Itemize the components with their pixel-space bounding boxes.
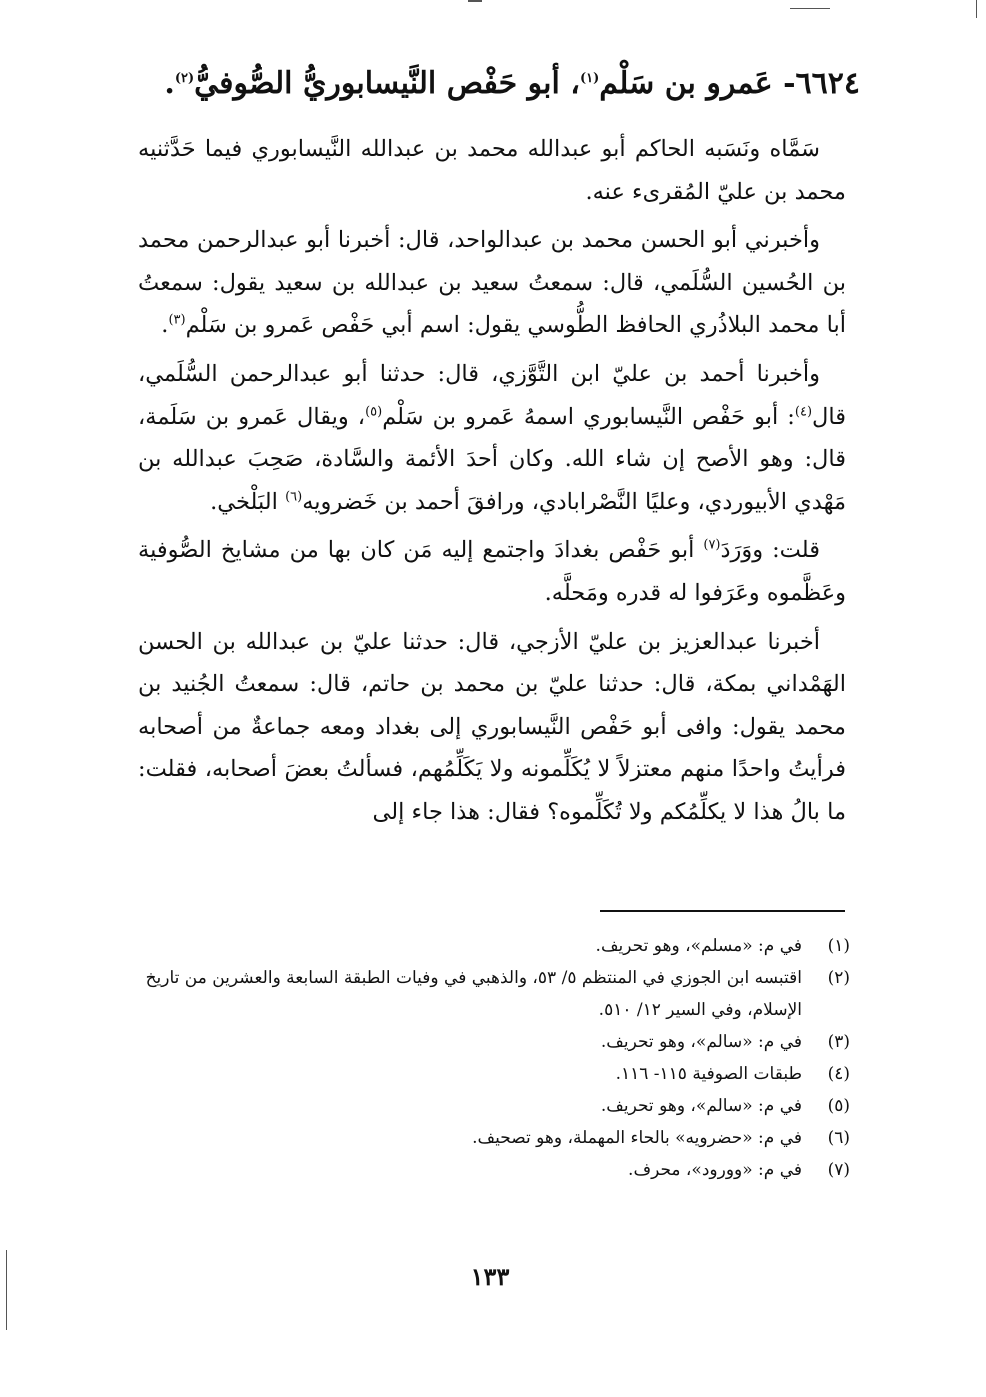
- footnote-item: [136, 1090, 850, 1122]
- entry-number: ٦٦٢٤-: [772, 66, 860, 101]
- paragraph-2: [138, 219, 846, 347]
- paragraph-5-text: أخبرنا عبدالعزيز بن عليّ الأزجي، قال: حدثنا عليّ بن عبدالله بن الحسن الهَمْداني بمكة، قال: حدثنا عليّ بن محمد بن حاتم، قال: سمعتُ الجُنيد بن محمد يقول: وافى أبو حَفْص النَّيسابوري إلى بغداد ومعه جماعةٌ من أصحابه فرأيتُ واحدًا منهم معتزلاً لا يُكَلِّمونه ولا يَكَلِّمُهم، فسألتُ بعضَ أصحابه، فقلت: ما بالُ هذا لا يكلِّمُكم ولا تُكَلِّموه؟ فقال: هذا جاء إلى: [138, 628, 846, 825]
- body-text: [138, 128, 846, 840]
- paragraph-1: [138, 128, 846, 213]
- footnote-text: في م: «سالم»، وهو تحريف.: [600, 1096, 802, 1116]
- footnote-ref-2[interactable]: (٢): [174, 71, 195, 86]
- footnote-ref-7[interactable]: (٧): [703, 537, 721, 553]
- paragraph-3-text-b: : أبو حَفْص النَّيسابوري اسمهُ عَمرو بن سَلْم: [382, 403, 795, 430]
- footnote-item: [136, 1058, 850, 1090]
- footnote-item: [136, 1026, 850, 1058]
- paragraph-2-text: وأخبرني أبو الحسن محمد بن عبدالواحد، قال: أخبرنا أبو عبدالرحمن محمد بن الحُسين السُّلَمي، قال: سمعتُ سعيد بن عبدالله بن سعيد يقول: سمعتُ أبا محمد البلاذُري الحافظ الطُّوسي يقول: اسم أبي حَفْص عَمرو بن سَلْم: [138, 227, 846, 339]
- scan-edge-mark-top-right: [790, 8, 830, 9]
- scan-edge-mark-left: [6, 1250, 7, 1330]
- paragraph-1-text: سَمَّاه ونَسَبه الحاكم أبو عبدالله محمد بن عبدالله النَّيسابوري فيما حَدَّثنيه محمد بن عليّ المُقرىء عنه.: [138, 136, 846, 205]
- footnote-number: (٣): [827, 1032, 850, 1052]
- paragraph-5: [138, 621, 846, 834]
- paragraph-4: [138, 529, 846, 614]
- scan-edge-mark-right: [976, 0, 977, 18]
- paragraph-3-text-c: ، ويقال عَمرو بن سَلَمة، قال: وهو الأصح إن شاء الله. وكان أحدَ الأئمة والسَّادة، صَحِبَ عبدالله بن مَهْدي الأبيوردي، وعليًا النَّصْرابادي، ورافقَ أحمد بن خَضرويه: [138, 403, 846, 515]
- paragraph-3-text-a: وأخبرنا أحمد بن عليّ ابن التَّوَّزي، قال: حدثنا أبو عبدالرحمن السُّلَمي، قال: [138, 360, 847, 430]
- footnote-text: في م: «سالم»، وهو تحريف.: [600, 1032, 802, 1052]
- footnote-number: (٦): [827, 1128, 850, 1148]
- entry-end: .: [164, 66, 175, 101]
- footnote-number: (٢): [827, 968, 850, 988]
- footnote-text: في م: «حضرويه» بالحاء المهملة، وهو تصحيف.: [472, 1128, 802, 1148]
- footnote-item: [136, 1154, 850, 1186]
- footnote-text: طبقات الصوفية ١١٥- ١١٦.: [615, 1064, 802, 1084]
- entry-name-part2: ، أبو حَفْص النَّيسابوريُّ الصُّوفيُّ: [194, 66, 580, 101]
- footnote-ref-1[interactable]: (١): [579, 71, 600, 86]
- footnote-text: في م: «مسلم»، وهو تحريف.: [595, 936, 802, 956]
- footnote-item: [136, 1122, 850, 1154]
- footnote-number: (٤): [827, 1064, 850, 1084]
- footnote-number: (٧): [827, 1160, 850, 1180]
- entry-heading: [130, 62, 860, 106]
- footnote-text: في م: «وورود»، محرف.: [628, 1160, 802, 1180]
- footnote-separator: [600, 910, 845, 912]
- page-number: ١٣٣: [470, 1262, 510, 1291]
- footnote-number: (٥): [827, 1096, 850, 1116]
- paragraph-4-text-b: أبو حَفْص بغدادَ واجتمع إليه مَن كان بها من مشايخ الصُّوفية وعَظَّموه وعَرَفوا له قدره ومَحلَّه.: [138, 537, 846, 606]
- footnote-text: اقتبسه ابن الجوزي في المنتظم ٥/ ٥٣، والذهبي في وفيات الطبقة السابعة والعشرين من تاريخ الإسلام، وفي السير ١٢/ ٥١٠.: [145, 968, 802, 1020]
- footnote-ref-5[interactable]: (٥): [365, 404, 383, 420]
- footnote-ref-4[interactable]: (٤): [794, 404, 813, 420]
- footnote-item: [136, 930, 850, 962]
- footnote-ref-6[interactable]: (٦): [285, 489, 303, 505]
- paragraph-3-text-d: البَلْخي.: [210, 488, 286, 515]
- footnote-number: (١): [827, 936, 850, 956]
- paragraph-3: [138, 353, 846, 523]
- footnotes: [136, 930, 850, 1186]
- footnote-ref-3[interactable]: (٣): [168, 312, 186, 328]
- footnote-item: [136, 962, 850, 1026]
- paragraph-4-text-a: قلت: ووَرَدَ: [720, 537, 820, 564]
- scan-edge-mark-top: [468, 0, 482, 2]
- entry-name-part1: عَمرو بن سَلْم: [599, 66, 773, 101]
- paragraph-2-end: .: [161, 312, 169, 339]
